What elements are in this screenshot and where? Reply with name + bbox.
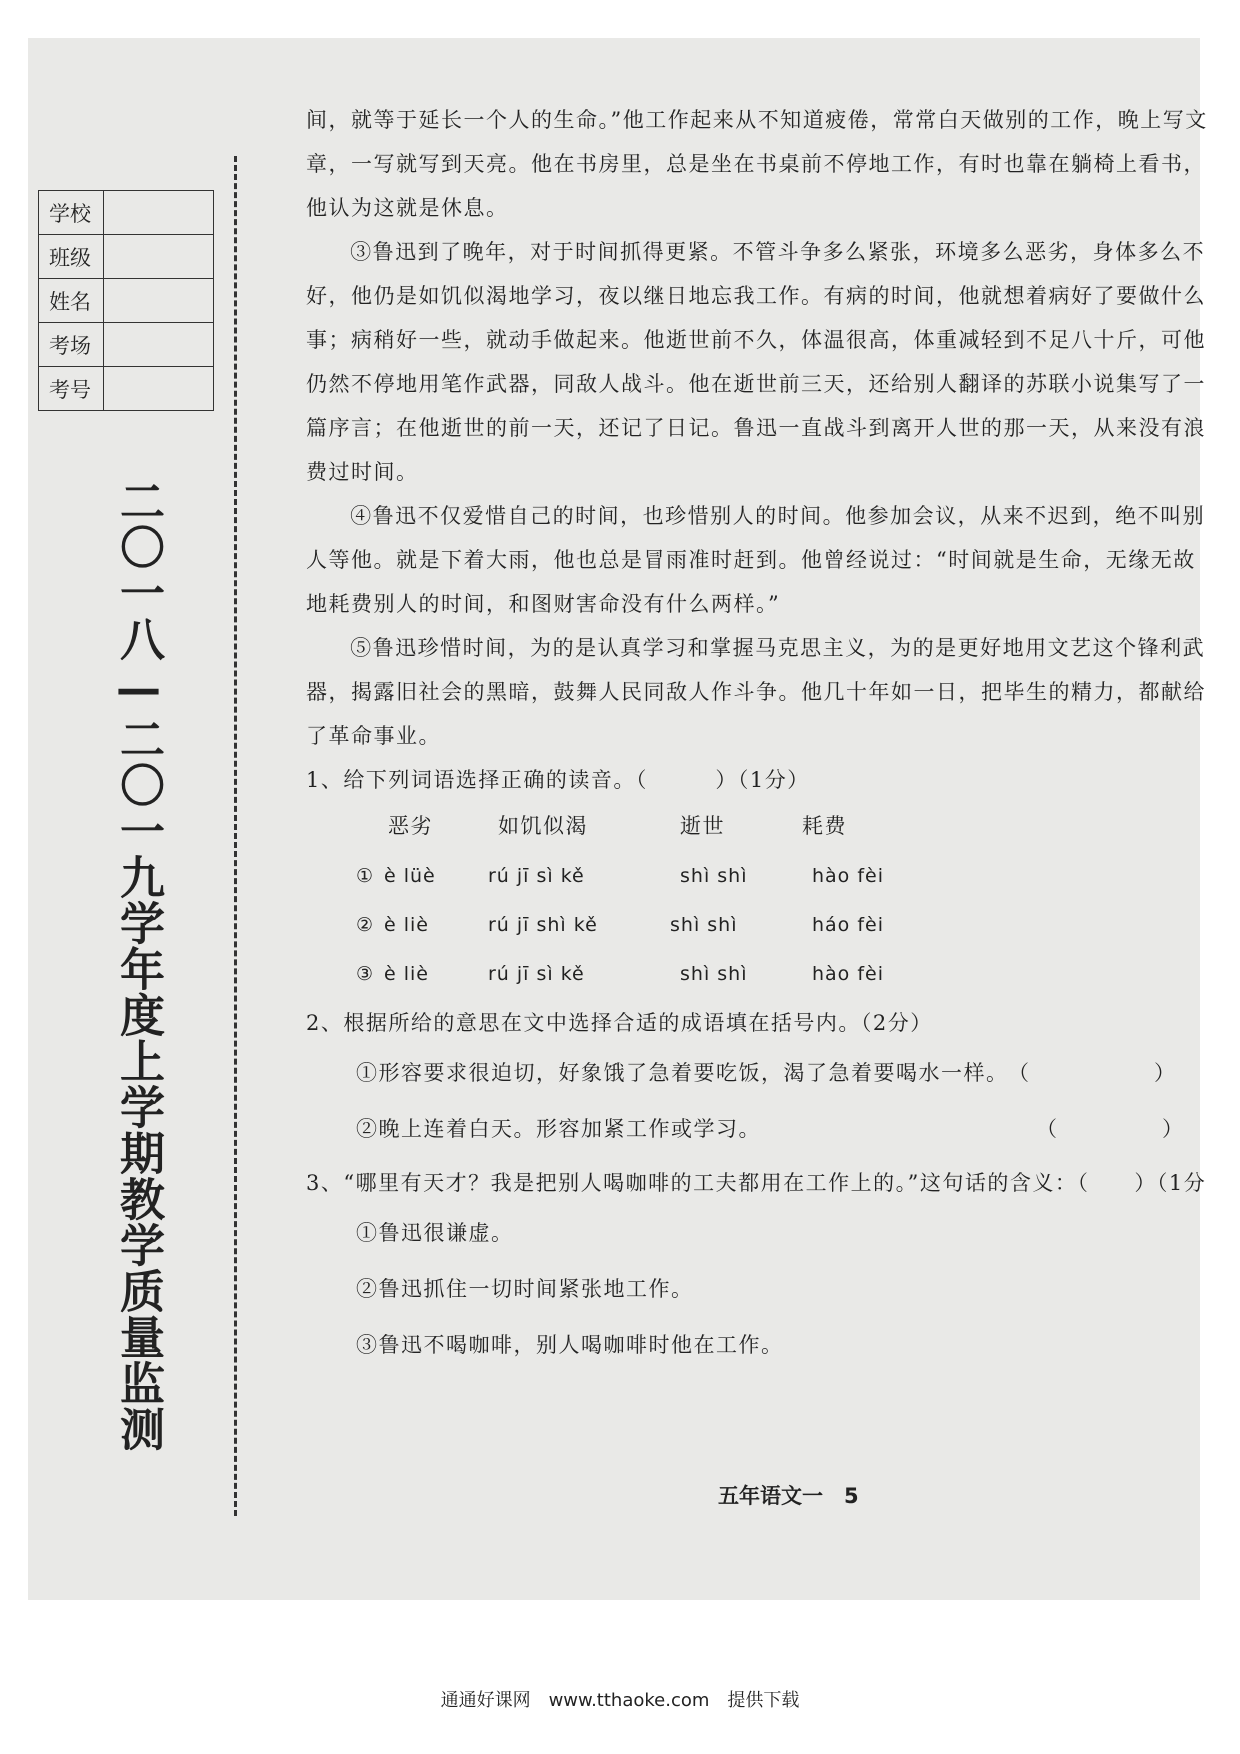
option-text: ②鲁迅抓住一切时间紧张地工作。 (356, 1277, 694, 1301)
passage-paragraph-4: ④鲁迅不仅爱惜自己的时间，也珍惜别人的时间。他参加会议，从来不迟到，绝不叫别人等他。就是下着大雨，他也总是冒雨准时赶到。他曾经说过：“时间就是生命，无缘无故地耗费别人的时间，和图财害命没有什么两样。” (306, 504, 1206, 616)
info-label: 学校 (39, 191, 104, 235)
info-row-school (39, 191, 214, 235)
question-3-stem: 3、“哪里有天才？我是把别人喝咖啡的工夫都用在工作上的。”这句话的含义：（ ）（1分 (306, 1171, 1207, 1195)
option-number: ① (356, 865, 375, 887)
pinyin: rú jī sì kě (488, 963, 585, 985)
info-label: 考场 (39, 323, 104, 367)
option-text: ③鲁迅不喝咖啡，别人喝咖啡时他在工作。 (356, 1333, 784, 1357)
info-blank (104, 235, 214, 279)
passage-paragraph-3: ③鲁迅到了晚年，对于时间抓得更紧。不管斗争多么紧张，环境多么恶劣，身体多么不好，他仍是如饥似渴地学习，夜以继日地忘我工作。有病的时间，他就想着病好了要做什么事；病稍好一些，就动手做起来。他逝世前不久，体温很高，体重减轻到不足八十斤，可他仍然不停地用笔作武器，同敌人战斗。他在逝世前三天，还给别人翻译的苏联小说集写了一篇序言；在他逝世的前一天，还记了日记。鲁迅一直战斗到离开人世的那一天，从来没有浪费过时间。 (306, 240, 1206, 484)
question-2-item-2 (356, 1101, 1208, 1157)
info-blank (104, 279, 214, 323)
pinyin: hào fèi (812, 865, 885, 887)
info-label: 班级 (39, 235, 104, 279)
question-1-stem: 1、给下列词语选择正确的读音。（ ）（1分） (306, 768, 810, 792)
info-blank (104, 323, 214, 367)
pinyin: shì shì (680, 963, 748, 985)
info-row-class (39, 235, 214, 279)
answer-paren-close: ） (1162, 1117, 1185, 1141)
question-3-option[interactable] (356, 1205, 1208, 1261)
option-text: ①鲁迅很谦虚。 (356, 1221, 514, 1245)
exam-title-vertical: 二〇一八—二〇一九学年度上学期教学质量监测 (112, 478, 165, 1452)
info-blank (104, 367, 214, 411)
question-1-option[interactable] (356, 952, 1208, 1001)
item-text: ②晚上连着白天。形容加紧工作或学习。 (356, 1117, 761, 1141)
info-row-number (39, 367, 214, 411)
word: 耗费 (802, 814, 847, 838)
question-1-words (372, 804, 1208, 854)
pinyin: shì shì (670, 914, 738, 936)
question-1-option[interactable] (356, 903, 1208, 952)
page-footer: 五年语文一 5 (718, 1484, 859, 1508)
info-row-room (39, 323, 214, 367)
answer-paren-open[interactable]: （ (1036, 1117, 1059, 1141)
word: 逝世 (680, 814, 725, 838)
passage-line: 章，一写就写到天亮。他在书房里，总是坐在书桌前不停地工作，有时也靠在躺椅上看书， (306, 152, 1206, 176)
item-text: ①形容要求很迫切，好象饿了急着要吃饭，渴了急着要喝水一样。 (356, 1061, 1009, 1085)
option-number: ② (356, 914, 375, 936)
answer-paren-close: ） (1154, 1061, 1177, 1085)
pinyin: háo fèi (812, 914, 885, 936)
answer-paren-open[interactable]: （ (1008, 1061, 1031, 1085)
pinyin: rú jī shì kě (488, 914, 598, 936)
cut-line (234, 156, 237, 1516)
pinyin: è liè (384, 963, 429, 985)
pinyin: hào fèi (812, 963, 885, 985)
exam-content (306, 98, 1208, 1373)
pinyin: è lüè (384, 865, 436, 887)
passage-paragraph-5: ⑤鲁迅珍惜时间，为的是认真学习和掌握马克思主义，为的是更好地用文艺这个锋利武器，揭露旧社会的黑暗，鼓舞人民同敌人作斗争。他几十年如一日，把毕生的精力，都献给了革命事业。 (306, 636, 1206, 748)
exam-sheet (28, 38, 1208, 1600)
pinyin: rú jī sì kě (488, 865, 585, 887)
word: 如饥似渴 (498, 814, 588, 838)
info-label: 考号 (39, 367, 104, 411)
question-2-stem: 2、根据所给的意思在文中选择合适的成语填在括号内。（2分） (306, 1011, 933, 1035)
question-3-option[interactable] (356, 1261, 1208, 1317)
info-row-name (39, 279, 214, 323)
question-3-option[interactable] (356, 1317, 1208, 1373)
pinyin: shì shì (680, 865, 748, 887)
watermark-text: 通通好课网 www.tthaoke.com 提供下载 (440, 1690, 800, 1711)
question-1-option[interactable] (356, 854, 1208, 903)
pinyin: è liè (384, 914, 429, 936)
student-info-table (38, 190, 214, 411)
passage-line: 他认为这就是休息。 (306, 196, 509, 220)
question-2-item-1 (356, 1045, 1208, 1101)
option-number: ③ (356, 963, 375, 985)
passage-line: 间，就等于延长一个人的生命。”他工作起来从不知道疲倦，常常白天做别的工作，晚上写文 (306, 108, 1208, 132)
word: 恶劣 (388, 814, 433, 838)
info-blank (104, 191, 214, 235)
info-label: 姓名 (39, 279, 104, 323)
